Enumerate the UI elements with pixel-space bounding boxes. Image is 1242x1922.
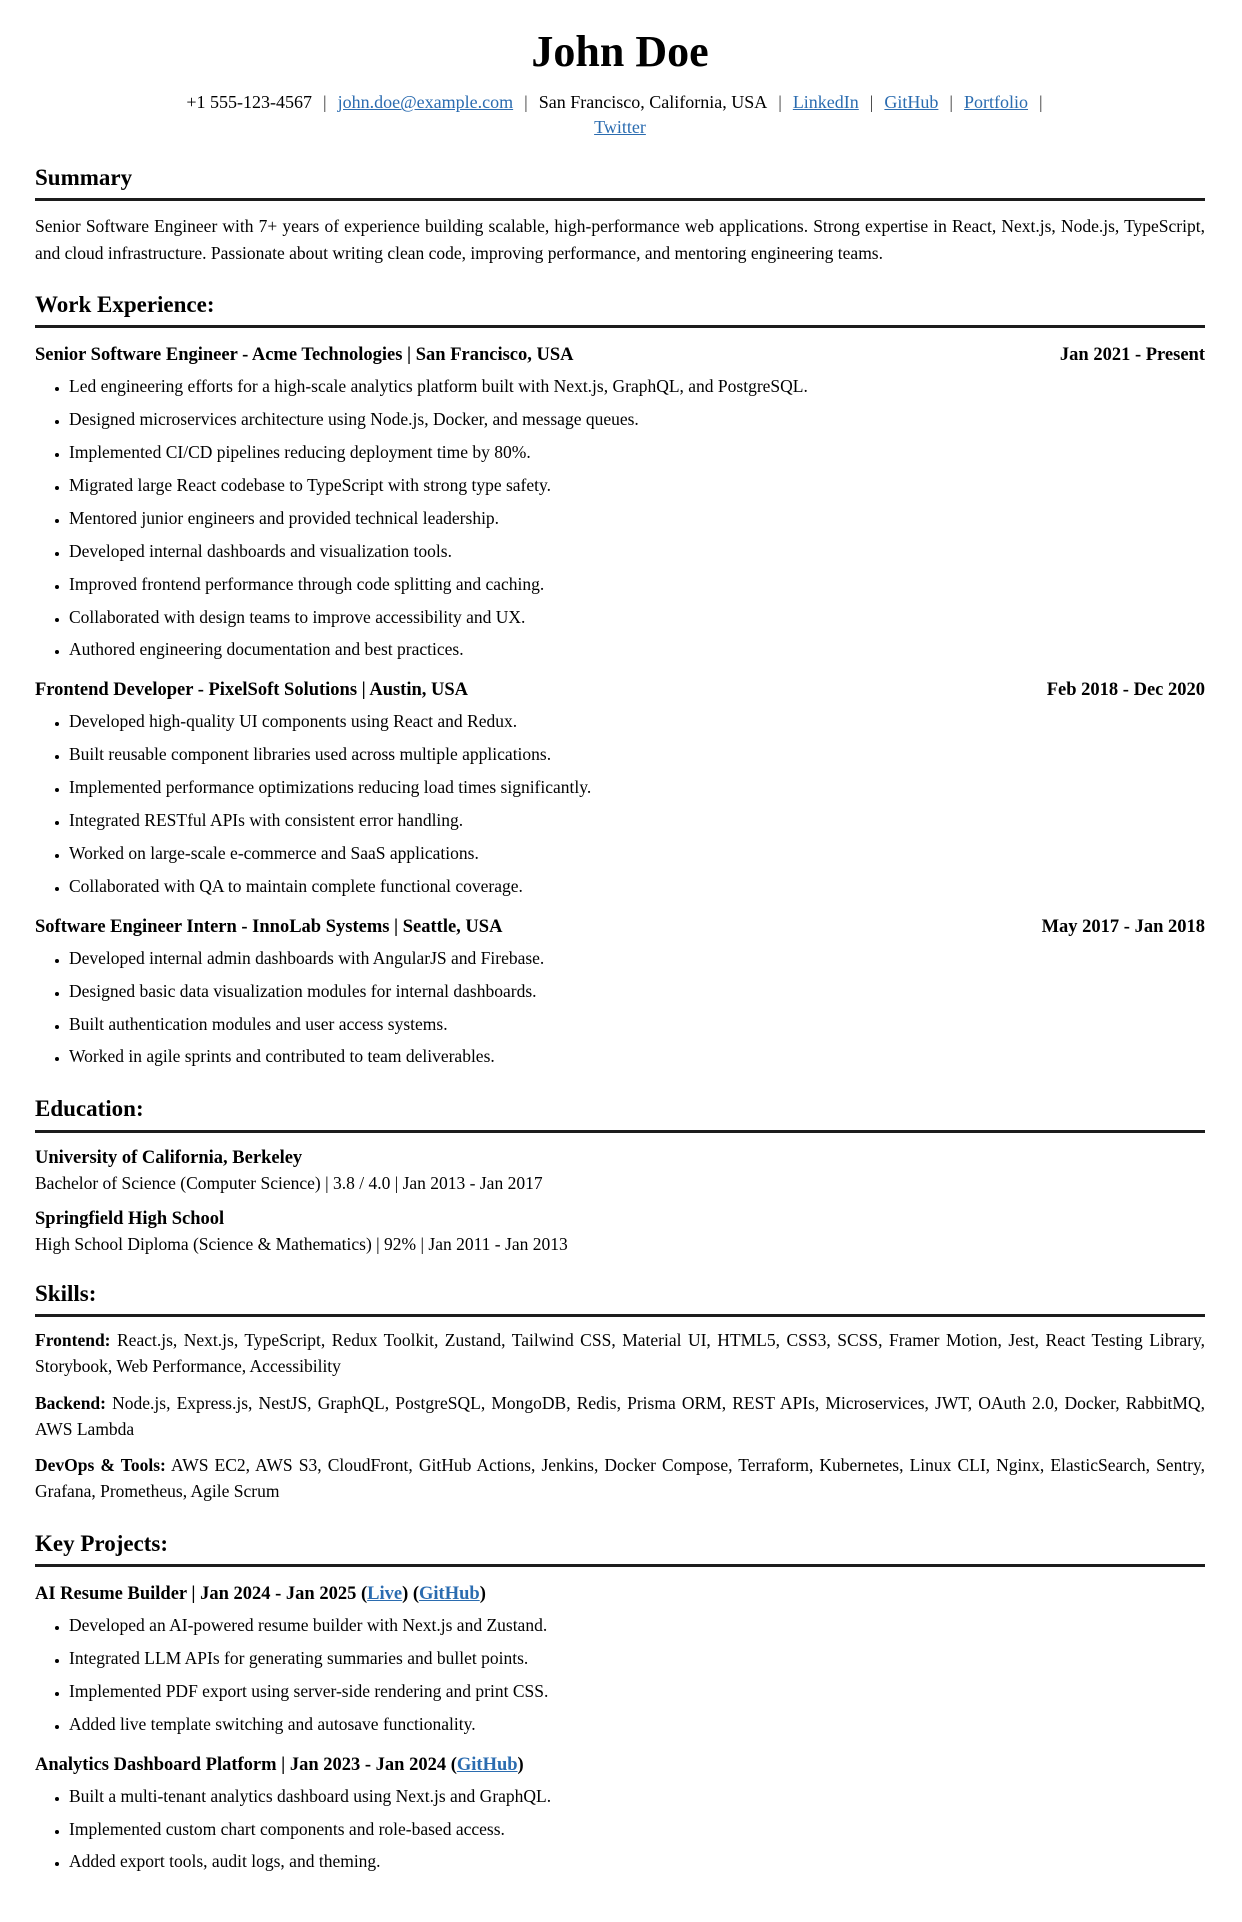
skills-frontend — [35, 1327, 1205, 1380]
job-bullet-list — [35, 946, 1205, 1071]
job-bullet-list — [35, 709, 1205, 899]
contact-separator: | — [778, 92, 782, 113]
job-title: Software Engineer Intern - InnoLab Systems | Seattle, USA — [35, 916, 503, 937]
job-bullet: • Mentored junior engineers and provided technical leadership. — [69, 506, 1205, 532]
skills-devops-list: AWS EC2, AWS S3, CloudFront, GitHub Actions, Jenkins, Docker Compose, Terraform, Kubernetes, Linux CLI, Nginx, ElasticSearch, Sentry, Grafana, Prometheus, Agile Scrum — [35, 1455, 1205, 1502]
contact-line-1 — [55, 90, 1185, 114]
skills-frontend-list: React.js, Next.js, TypeScript, Redux Toolkit, Zustand, Tailwind CSS, Material UI, HTML5, CSS3, SCSS, Framer Motion, Jest, React Testing Library, Storybook, Web Performance, Accessibility — [35, 1330, 1205, 1377]
skills-backend-label: Backend: — [35, 1392, 106, 1413]
project-title — [35, 1755, 1205, 1776]
job-header — [35, 345, 1205, 366]
job-title: Senior Software Engineer - Acme Technologies | San Francisco, USA — [35, 345, 574, 366]
job-bullet: • Integrated RESTful APIs with consistent error handling. — [69, 808, 1205, 834]
job-bullet: • Worked on large-scale e-commerce and SaaS applications. — [69, 841, 1205, 867]
project-title-text: Analytics Dashboard Platform | Jan 2023 - Jan 2024 ( — [35, 1754, 457, 1775]
school-detail: Bachelor of Science (Computer Science) | 3.8 / 4.0 | Jan 2013 - Jan 2017 — [35, 1172, 543, 1193]
project-entry — [35, 1755, 1205, 1876]
project-title — [35, 1584, 1205, 1605]
contact-info — [35, 90, 1205, 139]
project-title-text: ) — [517, 1754, 524, 1775]
project-bullet: • Added live template switching and autosave functionality. — [69, 1712, 1205, 1738]
contact-separator: | — [869, 92, 874, 113]
project-bullet: • Implemented custom chart components and role-based access. — [69, 1817, 1205, 1843]
school-name: Springfield High School — [35, 1208, 225, 1229]
twitter-link[interactable]: Twitter — [594, 116, 646, 137]
experience-section-title: Work Experience: — [35, 292, 1205, 328]
phone-number: +1 555-123-4567 — [186, 92, 312, 113]
job-bullet: • Authored engineering documentation and best practices. — [69, 637, 1205, 663]
skills-backend-list: Node.js, Express.js, NestJS, GraphQL, PostgreSQL, MongoDB, Redis, Prisma ORM, REST APIs, Microservices, JWT, OAuth 2.0, Docker, RabbitMQ, AWS Lambda — [35, 1392, 1205, 1439]
email-link[interactable]: john.doe@example.com — [337, 92, 514, 113]
job-bullet: • Developed internal dashboards and visualization tools. — [69, 539, 1205, 565]
job-dates: Feb 2018 - Dec 2020 — [1046, 680, 1205, 701]
job-bullet: • Worked in agile sprints and contributed to team deliverables. — [69, 1044, 1205, 1070]
job-bullet: • Improved frontend performance through code splitting and caching. — [69, 572, 1205, 598]
job-title: Frontend Developer - PixelSoft Solutions | Austin, USA — [35, 680, 469, 701]
contact-separator: | — [524, 92, 528, 113]
job-bullet: • Built reusable component libraries used across multiple applications. — [69, 742, 1205, 768]
job-bullet: • Developed high-quality UI components using React and Redux. — [69, 709, 1205, 735]
project-title-text: ) ( — [402, 1584, 420, 1605]
job-dates: Jan 2021 - Present — [1059, 345, 1205, 366]
job-dates: May 2017 - Jan 2018 — [1041, 916, 1205, 937]
contact-separator: | — [1039, 92, 1043, 113]
school-name: University of California, Berkeley — [35, 1147, 303, 1168]
job-bullet: • Implemented performance optimizations reducing load times significantly. — [69, 775, 1205, 801]
project-live-link[interactable]: Live — [367, 1584, 403, 1605]
projects-section-title: Key Projects: — [35, 1531, 1205, 1567]
job-bullet: • Built authentication modules and user access systems. — [69, 1012, 1205, 1038]
project-entry — [35, 1584, 1205, 1738]
project-bullet: • Integrated LLM APIs for generating summaries and bullet points. — [69, 1646, 1205, 1672]
linkedin-link[interactable]: LinkedIn — [792, 92, 859, 113]
job-bullet: • Designed microservices architecture using Node.js, Docker, and message queues. — [69, 407, 1205, 433]
project-title-text: ) — [479, 1584, 486, 1605]
project-bullet-list — [35, 1613, 1205, 1738]
contact-line-2 — [55, 115, 1185, 139]
contact-separator: | — [322, 92, 327, 113]
job-header — [35, 917, 1205, 938]
job-bullet: • Collaborated with design teams to improve accessibility and UX. — [69, 605, 1205, 631]
education-section-title: Education: — [35, 1096, 1205, 1132]
skills-backend — [35, 1390, 1205, 1443]
job-header — [35, 680, 1205, 701]
project-bullet: • Implemented PDF export using server-side rendering and print CSS. — [69, 1679, 1205, 1705]
school-detail: High School Diploma (Science & Mathematics) | 92% | Jan 2011 - Jan 2013 — [35, 1233, 568, 1254]
job-bullet: • Implemented CI/CD pipelines reducing deployment time by 80%. — [69, 440, 1205, 466]
project-github-link[interactable]: GitHub — [456, 1754, 518, 1775]
project-bullet: • Built a multi-tenant analytics dashboard using Next.js and GraphQL. — [69, 1784, 1205, 1810]
project-bullet-list — [35, 1784, 1205, 1876]
project-title-text: AI Resume Builder | Jan 2024 - Jan 2025 ( — [35, 1584, 368, 1605]
job-entry — [35, 345, 1205, 663]
location-text: San Francisco, California, USA — [538, 92, 768, 113]
job-entry — [35, 917, 1205, 1071]
skills-section-title: Skills: — [35, 1281, 1205, 1317]
education-entry — [35, 1148, 1205, 1194]
contact-separator: | — [949, 92, 954, 113]
skills-devops — [35, 1452, 1205, 1505]
job-bullet: • Designed basic data visualization modules for internal dashboards. — [69, 979, 1205, 1005]
portfolio-link[interactable]: Portfolio — [964, 92, 1029, 113]
job-bullet: • Migrated large React codebase to TypeScript with strong type safety. — [69, 473, 1205, 499]
skills-frontend-label: Frontend: — [35, 1330, 111, 1351]
project-bullet: • Added export tools, audit logs, and theming. — [69, 1849, 1205, 1875]
skills-devops-label: DevOps & Tools: — [35, 1455, 166, 1476]
project-github-link[interactable]: GitHub — [419, 1584, 480, 1605]
page-title: John Doe — [531, 27, 709, 76]
job-entry — [35, 680, 1205, 899]
job-bullet: • Led engineering efforts for a high-scale analytics platform built with Next.js, GraphQL, and PostgreSQL. — [69, 374, 1205, 400]
project-bullet: • Developed an AI-powered resume builder with Next.js and Zustand. — [69, 1613, 1205, 1639]
job-bullet-list — [35, 374, 1205, 663]
education-entry — [35, 1209, 1205, 1255]
summary-text: Senior Software Engineer with 7+ years of experience building scalable, high-performance web applications. Strong expertise in React, Next.js, Node.js, TypeScript, and cloud infrastructure. Passionate about writing clean code, improving performance, and mentoring engineering teams. — [35, 216, 1205, 263]
github-link[interactable]: GitHub — [884, 92, 939, 113]
summary-section-title: Summary — [35, 165, 1205, 201]
job-bullet: • Developed internal admin dashboards with AngularJS and Firebase. — [69, 946, 1205, 972]
job-bullet: • Collaborated with QA to maintain complete functional coverage. — [69, 874, 1205, 900]
